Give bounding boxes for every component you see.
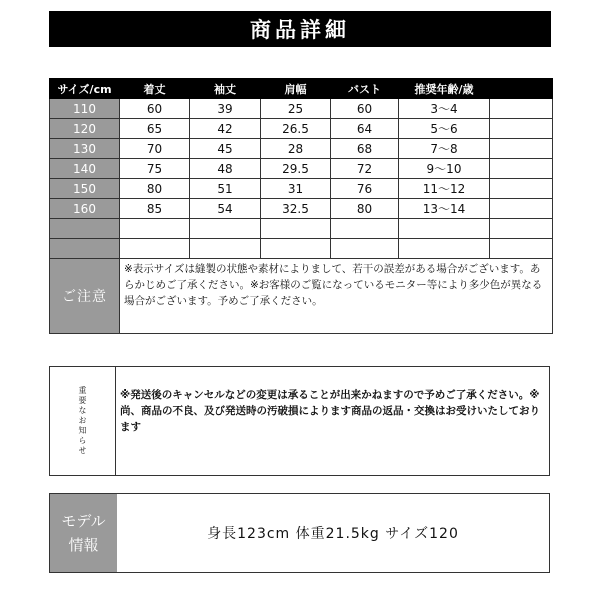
table-cell-empty	[120, 239, 190, 259]
size-cell: 130	[50, 139, 120, 159]
table-cell: 70	[120, 139, 190, 159]
table-cell-empty	[490, 219, 553, 239]
notice-label-text: 重要なお知らせ	[78, 386, 87, 456]
note-label: ご注意	[50, 259, 120, 334]
table-row	[50, 199, 553, 219]
model-label-line2: 情報	[68, 536, 99, 554]
table-cell: 32.5	[261, 199, 331, 219]
note-text: ※表示サイズは縫製の状態や素材によりまして、若干の誤差がある場合がございます。あらかじめご了承ください。※お客様のご覧になっているモニター等により多少色が異なる場合がございます。予めご了承ください。	[120, 259, 553, 334]
size-cell: 140	[50, 159, 120, 179]
note-row	[50, 259, 553, 334]
table-cell-empty	[331, 239, 399, 259]
notice-label	[50, 367, 116, 475]
table-cell: 7〜8	[399, 139, 490, 159]
header-bust: バスト	[331, 79, 399, 99]
table-cell-empty	[261, 239, 331, 259]
table-cell: 85	[120, 199, 190, 219]
table-cell: 11〜12	[399, 179, 490, 199]
table-cell: 3〜4	[399, 99, 490, 119]
header-sleeve: 袖丈	[190, 79, 261, 99]
table-row	[50, 179, 553, 199]
table-cell: 31	[261, 179, 331, 199]
table-cell-empty	[190, 239, 261, 259]
table-cell: 51	[190, 179, 261, 199]
table-cell: 75	[120, 159, 190, 179]
model-info-box	[49, 493, 550, 573]
table-header-row	[50, 79, 553, 99]
table-cell-empty	[490, 199, 553, 219]
table-cell-empty	[120, 219, 190, 239]
table-cell: 29.5	[261, 159, 331, 179]
table-cell: 42	[190, 119, 261, 139]
size-cell-empty	[50, 239, 120, 259]
size-cell: 150	[50, 179, 120, 199]
table-cell: 13〜14	[399, 199, 490, 219]
table-cell: 80	[331, 199, 399, 219]
table-cell-empty	[261, 219, 331, 239]
model-label-line1: モデル	[61, 512, 106, 530]
table-cell: 25	[261, 99, 331, 119]
table-cell: 72	[331, 159, 399, 179]
table-cell-empty	[190, 219, 261, 239]
table-row	[50, 119, 553, 139]
table-cell-empty	[490, 179, 553, 199]
table-row	[50, 159, 553, 179]
table-cell: 5〜6	[399, 119, 490, 139]
table-cell-empty	[399, 219, 490, 239]
table-cell-empty	[490, 159, 553, 179]
table-cell: 60	[331, 99, 399, 119]
notice-text: ※発送後のキャンセルなどの変更は承ることが出来かねますので予めご了承ください。※尚、商品の不良、及び発送時の汚破損によります商品の返品・交換はお受けいたしております	[120, 389, 540, 433]
page-title: 商品詳細	[49, 11, 551, 47]
table-cell: 28	[261, 139, 331, 159]
model-info-text: 身長123cm 体重21.5kg サイズ120	[207, 526, 459, 542]
table-row	[50, 99, 553, 119]
size-cell: 120	[50, 119, 120, 139]
table-cell: 65	[120, 119, 190, 139]
table-cell: 9〜10	[399, 159, 490, 179]
table-cell-empty	[490, 139, 553, 159]
header-shoulder: 肩幅	[261, 79, 331, 99]
header-size: サイズ/cm	[50, 79, 120, 99]
size-table	[49, 78, 553, 334]
table-cell-empty	[490, 239, 553, 259]
table-row-empty	[50, 219, 553, 239]
table-cell-empty	[490, 119, 553, 139]
table-cell: 64	[331, 119, 399, 139]
table-cell: 60	[120, 99, 190, 119]
model-label	[50, 494, 117, 572]
table-cell-empty	[331, 219, 399, 239]
table-cell: 54	[190, 199, 261, 219]
table-cell-empty	[490, 99, 553, 119]
table-cell: 76	[331, 179, 399, 199]
table-cell: 48	[190, 159, 261, 179]
table-cell: 68	[331, 139, 399, 159]
header-age: 推奨年齢/歳	[399, 79, 490, 99]
size-cell: 160	[50, 199, 120, 219]
size-cell: 110	[50, 99, 120, 119]
table-row-empty	[50, 239, 553, 259]
table-cell: 39	[190, 99, 261, 119]
table-cell: 26.5	[261, 119, 331, 139]
size-cell-empty	[50, 219, 120, 239]
table-row	[50, 139, 553, 159]
header-empty	[490, 79, 553, 99]
table-cell: 80	[120, 179, 190, 199]
table-cell-empty	[399, 239, 490, 259]
important-notice	[49, 366, 550, 476]
table-cell: 45	[190, 139, 261, 159]
header-length: 着丈	[120, 79, 190, 99]
